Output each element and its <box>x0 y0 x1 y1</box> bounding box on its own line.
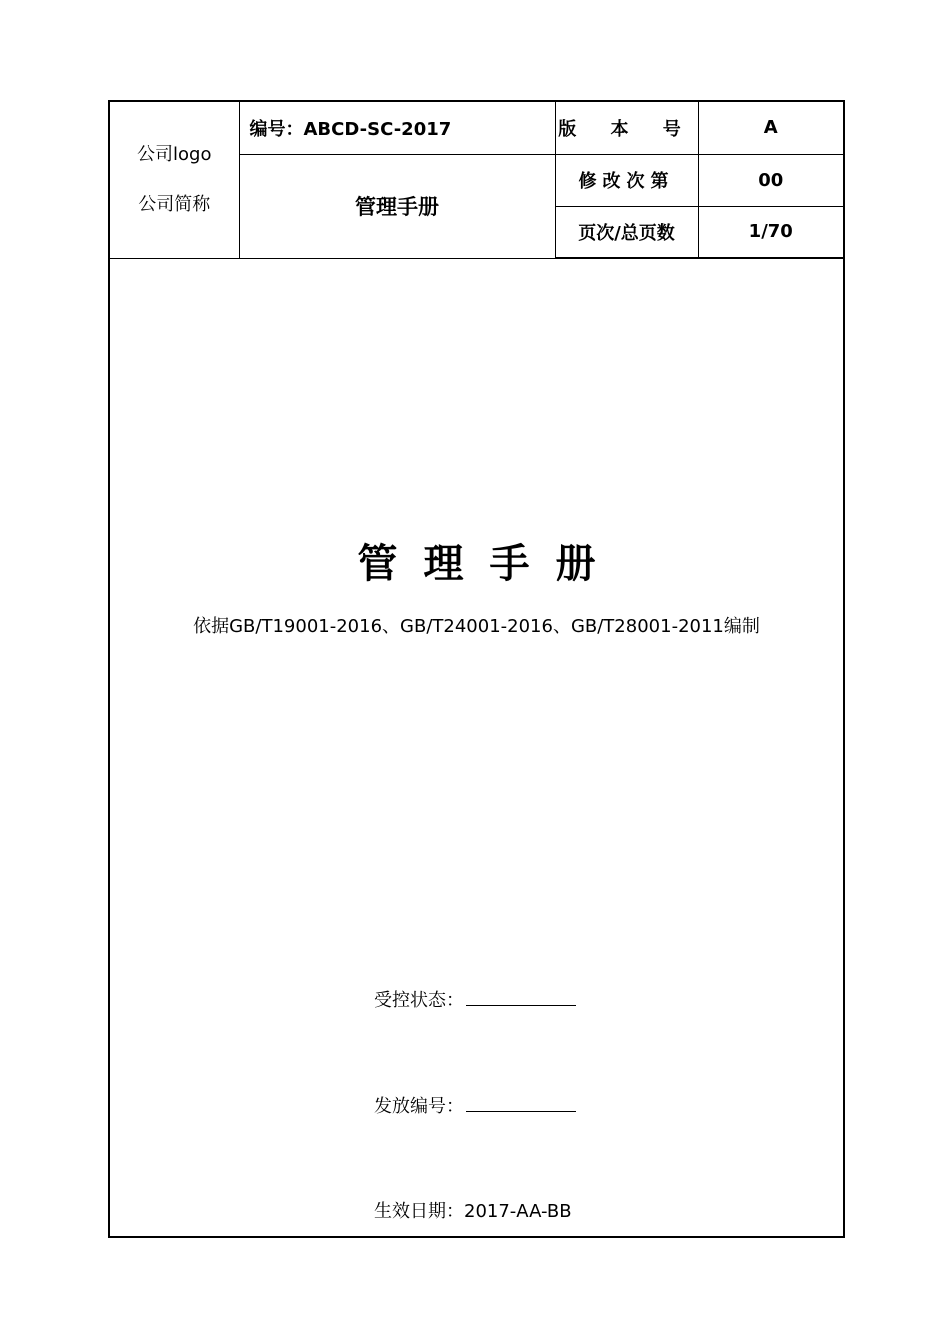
document-title: 管理手册 <box>239 154 555 258</box>
issue-number-row <box>374 1092 576 1118</box>
pages-value: 1/70 <box>698 206 843 258</box>
company-abbreviation: 公司简称 <box>138 193 211 215</box>
document-frame <box>108 100 845 1238</box>
revision-value: 00 <box>698 154 843 206</box>
company-logo: 公司logo <box>137 143 212 165</box>
version-value: A <box>698 102 843 154</box>
issue-number-label: 发放编号： <box>374 1096 464 1117</box>
header-table <box>110 102 843 259</box>
version-label: 版 本 号 <box>555 102 698 154</box>
cover-title: 管理手册 <box>357 541 622 587</box>
effective-date-row <box>374 1197 572 1223</box>
effective-date-label: 生效日期： <box>374 1201 464 1222</box>
pages-label: 页次/总页数 <box>555 206 698 258</box>
issue-number-blank <box>466 1093 576 1112</box>
document-code: 编号：ABCD-SC-2017 <box>239 102 555 154</box>
control-status-blank <box>466 987 576 1006</box>
effective-date-value: 2017-AA-BB <box>464 1201 572 1222</box>
control-status-label: 受控状态： <box>374 990 464 1011</box>
company-logo-cell <box>110 102 239 258</box>
revision-label: 修改次第 <box>555 154 698 206</box>
cover-subtitle: 依据GB/T19001-2016、GB/T24001-2016、GB/T28001-2011编制 <box>193 616 760 637</box>
control-status-row <box>374 986 576 1012</box>
